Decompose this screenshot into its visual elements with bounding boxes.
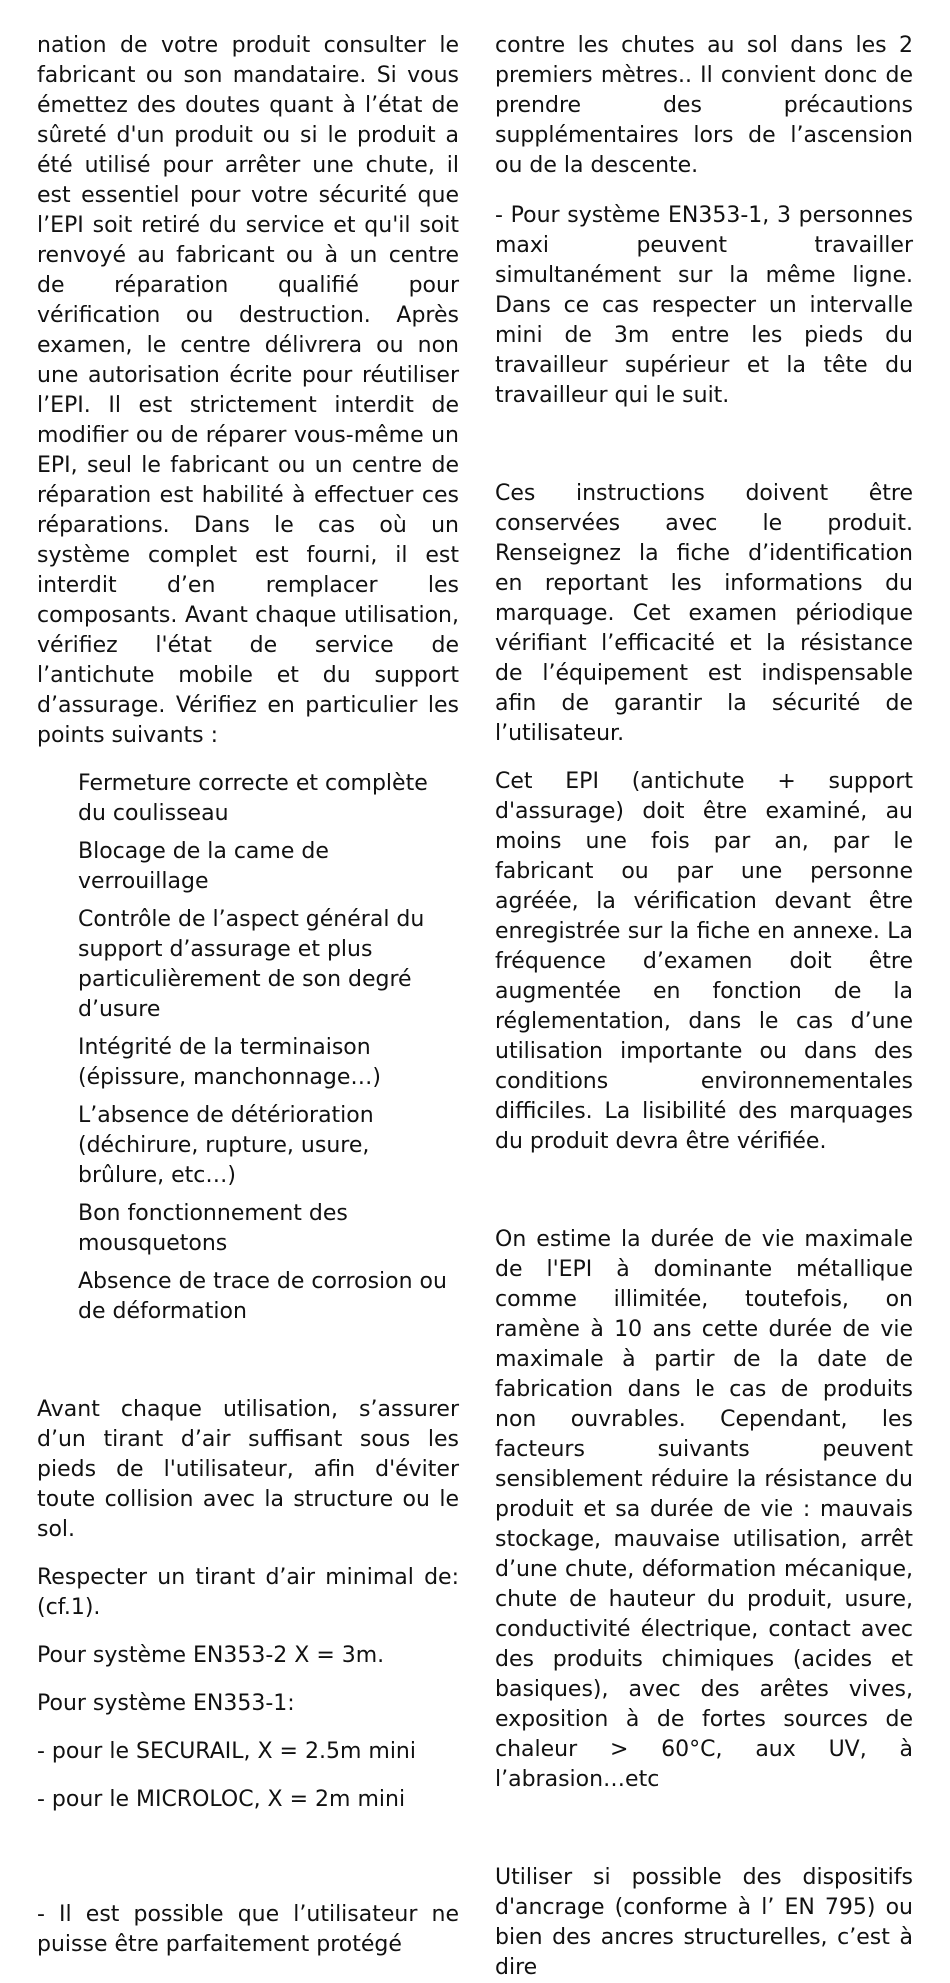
personnes-paragraph: - Pour système EN353-1, 3 personnes maxi peuvent travailler simultanément sur la même ligne. Dans ce cas respecter un intervalle mini de 3m entre les pieds du travailleur supérieur et la tête du travailleur qui le suit. — [495, 203, 913, 408]
respecter-paragraph: Respecter un tirant d’air minimal de: (cf.1). — [37, 1565, 459, 1620]
inspection-checklist — [37, 769, 459, 1327]
en353-1-line: Pour système EN353-1: — [37, 1691, 295, 1716]
checklist-item: Contrôle de l’aspect général du support d’assurage et plus particulièrement de son degré d’usure — [78, 907, 425, 1022]
checklist-item: Fermeture correcte et complète du coulisseau — [78, 771, 428, 826]
ancrage-paragraph: Utiliser si possible des dispositifs d'ancrage (conforme à l’ EN 795) ou bien des ancres structurelles, c’est à dire — [495, 1865, 913, 1980]
chutes-paragraph: contre les chutes au sol dans les 2 premiers mètres.. Il convient donc de prendre des précautions supplémentaires lors de l’ascension ou de la descente. — [495, 33, 913, 178]
checklist-item: Absence de trace de corrosion ou de déformation — [78, 1269, 447, 1324]
en353-2-line: Pour système EN353-2 X = 3m. — [37, 1643, 385, 1668]
microloc-line: - pour le MICROLOC, X = 2m mini — [37, 1787, 406, 1812]
right-column — [495, 31, 913, 1983]
examen-paragraph: Cet EPI (antichute + support d'assurage) doit être examiné, au moins une fois par an, par le fabricant ou par une personne agréée, la vérification devant être enregistrée sur la fiche en annexe. La fréquence d’examen doit être augmentée en fonction de la réglementation, dans le cas d’une utilisation importante ou dans des conditions environnementales difficiles. La lisibilité des marquages du produit devra être vérifiée. — [495, 769, 913, 1154]
checklist-item: Bon fonctionnement des mousquetons — [78, 1201, 348, 1256]
checklist-item: Blocage de la came de verrouillage — [78, 839, 329, 894]
tirant-paragraph: Avant chaque utilisation, s’assurer d’un tirant d’air suffisant sous les pieds de l'utilisateur, afin d'éviter toute collision avec la structure ou le sol. — [37, 1397, 459, 1542]
instructions-paragraph: Ces instructions doivent être conservées avec le produit. Renseignez la fiche d’identification en reportant les informations du marquage. Cet examen périodique vérifiant l’efficacité et la résistance de l’équipement est indispensable afin de garantir la sécurité de l’utilisateur. — [495, 481, 913, 746]
checklist-item: L’absence de détérioration (déchirure, rupture, usure, brûlure, etc…) — [78, 1103, 374, 1188]
securail-line: - pour le SECURAIL, X = 2.5m mini — [37, 1739, 416, 1764]
possible-paragraph: - Il est possible que l’utilisateur ne puisse être parfaitement protégé — [37, 1902, 459, 1957]
intro-paragraph: nation de votre produit consulter le fabricant ou son mandataire. Si vous émettez des doutes quant à l’état de sûreté d'un produit ou si le produit a été utilisé pour arrêter une chute, il est essentiel pour votre sécurité que l’EPI soit retiré du service et qu'il soit renvoyé au fabricant ou à un centre de réparation qualifié pour vérification ou destruction. Après examen, le centre délivrera ou non une autorisation écrite pour réutiliser l’EPI. Il est strictement interdit de modifier ou de réparer vous-même un EPI, seul le fabricant ou un centre de réparation est habilité à effectuer ces réparations. Dans le cas où un système complet est fourni, il est interdit d’en remplacer les composants. Avant chaque utilisation, vérifiez l'état de service de l’antichute mobile et du support d’assurage. Vérifiez en particulier les points suivants : — [37, 33, 459, 748]
duree-paragraph: On estime la durée de vie maximale de l'EPI à dominante métallique comme illimitée, toutefois, on ramène à 10 ans cette durée de vie maximale à partir de la date de fabrication dans le cas de produits non ouvrables. Cependant, les facteurs suivants peuvent sensiblement réduire la résistance du produit et sa durée de vie : mauvais stockage, mauvaise utilisation, arrêt d’une chute, déformation mécanique, chute de hauteur du produit, usure, conductivité électrique, contact avec des produits chimiques (acides et basiques), avec des arêtes vives, exposition à de fortes sources de chaleur > 60°C, aux UV, à l’abrasion…etc — [495, 1227, 913, 1792]
left-column — [37, 31, 459, 1960]
checklist-item: Intégrité de la terminaison (épissure, manchonnage…) — [78, 1035, 381, 1090]
